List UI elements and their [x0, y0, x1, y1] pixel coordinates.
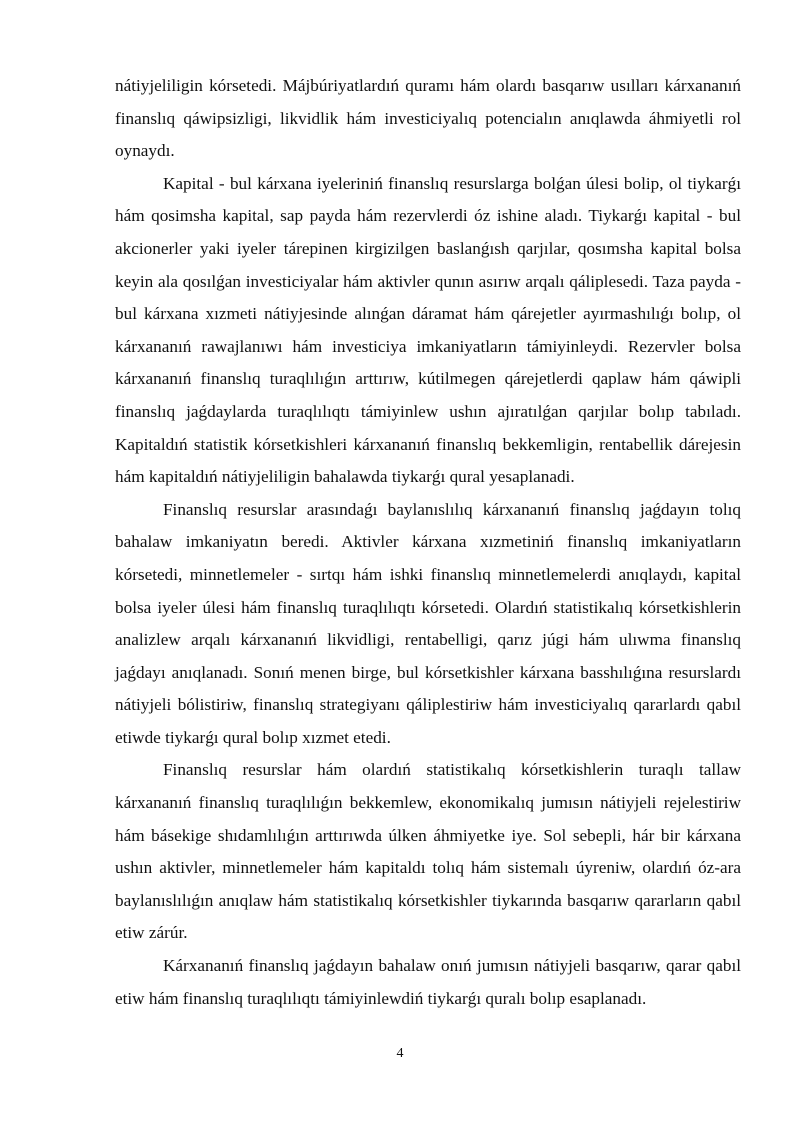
paragraph-3: Finanslıq resurslar arasındaǵı baylanıslılıq kárxananıń finanslıq jaǵdayın tolıq bahalaw imkaniyatın beredi. Aktivler kárxana xızmetiniń finanslıq imkaniyatların kórsetedi, minnetlemeler - sırtqı hám ishki finanslıq minnetlemelerdi anıqlaydı, kapital bolsa iyeler úlesi hám finanslıq turaqlılıqtı kórsetedi. Olardıń statistikalıq kórsetkishlerin analizlew arqalı kárxananıń likvidligi, rentabelligi, qarız júgi hám ulıwma finanslıq jaǵdayı anıqlanadı. Sonıń menen birge, bul kórsetkishler kárxana basshılıǵına resurslardı nátiyjeli bólistiriw, finanslıq strategiyanı qáliplestiriw hám investiciyalıq qararlardı qabıl etiwde tiykarǵı qural bolıp xızmet etedi.	[115, 499, 741, 747]
paragraph-1: nátiyjeliligin kórsetedi. Májbúriyatlardıń quramı hám olardı basqarıw usılları kárxananıń finanslıq qáwipsizligi, likvidlik hám investiciyalıq potencialın anıqlawda áhmiyetli rol oynaydı.	[115, 76, 741, 161]
document-page	[115, 70, 741, 1015]
paragraph-4: Finanslıq resurslar hám olardıń statistikalıq kórsetkishlerin turaqlı tallaw kárxananıń finanslıq turaqlılıǵın bekkemlew, ekonomikalıq jumısın nátiyjeli rejelestiriw hám básekige shıdamlılıǵın arttırıwda úlken áhmiyetke iye. Sol sebepli, hár bir kárxana ushın aktivler, minnetlemeler hám kapitaldı tolıq hám sistemalı úyreniw, olardıń óz-ara baylanıslılıǵın anıqlaw hám statistikalıq kórsetkishler tiykarında basqarıw qararların qabıl etiw zárúr.	[115, 760, 741, 943]
page-number: 4	[396, 1046, 404, 1061]
paragraph-2: Kapital - bul kárxana iyeleriniń finanslıq resurslarga bolǵan úlesi bolip, ol tiykarǵı hám qosimsha kapital, sap payda hám rezervlerdi óz ishine aladı. Tiykarǵı kapital - bul akcionerler yaki iyeler tárepinen kirgizilgen baslanǵısh qarjılar, qosımsha kapital bolsa keyin ala qosılǵan investiciyalar hám aktivler qunın asırıw arqalı qáliplesedi. Taza payda - bul kárxana xızmeti nátiyjesinde alınǵan dáramat hám qárejetler ayırmashılıǵı bolıp, ol kárxananıń rawajlanıwı hám investiciya imkaniyatların támiyinleydi. Rezervler bolsa kárxananıń finanslıq turaqlılıǵın arttırıw, kútilmegen qárejetlerdi qaplaw hám qáwipli finanslıq jaǵdaylarda turaqlılıqtı támiyinlew ushın ajıratılǵan qarjılar bolıp tabıladı. Kapitaldıń statistik kórsetkishleri kárxananıń finanslıq bekkemligin, rentabellik dárejesin hám kapitaldıń nátiyjeliligin bahalawda tiykarǵı qural yesaplanadi.	[115, 173, 741, 487]
paragraph-5: Kárxananıń finanslıq jaǵdayın bahalaw onıń jumısın nátiyjeli basqarıw, qarar qabıl etiw hám finanslıq turaqlılıqtı támiyinlewdiń tiykarǵı quralı bolıp esaplanadı.	[115, 956, 741, 1008]
